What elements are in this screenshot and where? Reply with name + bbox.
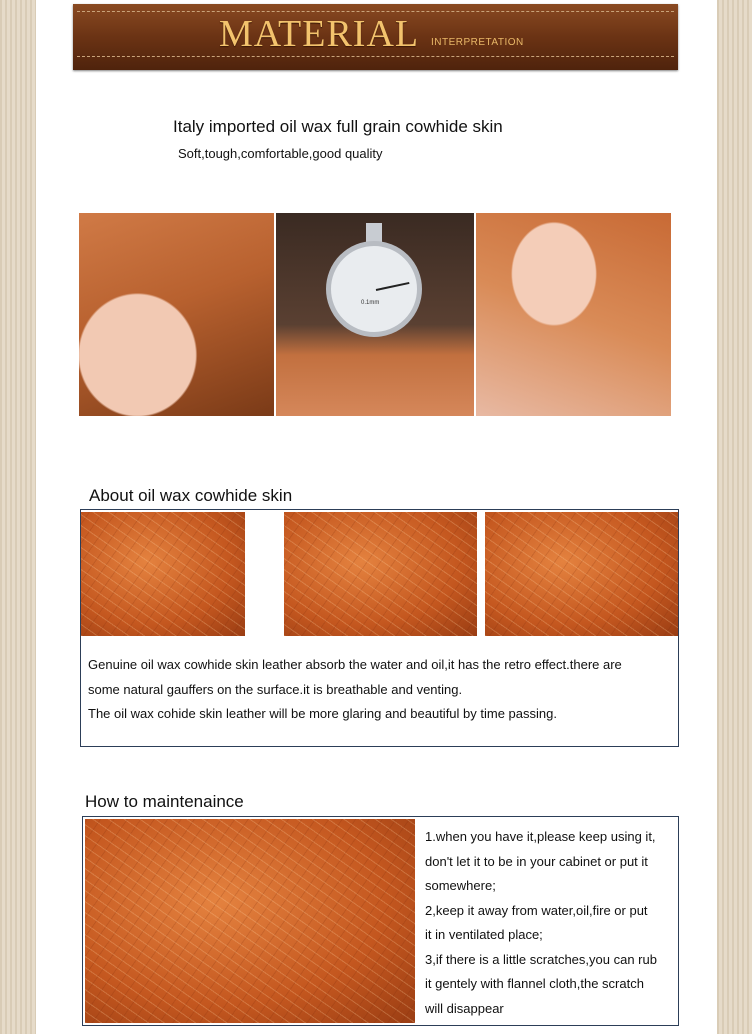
maintenance-tips (425, 825, 657, 1021)
maintenance-heading: How to maintenaince (85, 792, 244, 811)
about-description (88, 653, 622, 727)
stitch-line (77, 56, 674, 57)
photo-thickness-gauge (276, 213, 474, 416)
tip-line: it in ventilated place; (425, 927, 543, 942)
intro-subheading: Soft,tough,comfortable,good quality (178, 146, 383, 161)
maintenance-box (82, 816, 679, 1026)
material-banner (73, 4, 678, 70)
about-line: The oil wax cohide skin leather will be more glaring and beautiful by time passing. (88, 706, 557, 721)
gauge-needle (376, 282, 410, 291)
photo-leather-softness (476, 213, 671, 416)
about-heading: About oil wax cowhide skin (89, 486, 293, 505)
banner-title: MATERIAL (219, 13, 420, 55)
tip-line: somewhere; (425, 878, 496, 893)
gauge-dial-icon (326, 241, 422, 337)
background-texture-right (717, 0, 752, 1034)
tip-line: will disappear (425, 1000, 504, 1016)
about-line: Genuine oil wax cowhide skin leather absorb the water and oil,it has the retro effect.there are (88, 657, 622, 672)
leather-swatch (485, 512, 678, 636)
background-texture-left (0, 0, 36, 1034)
tip-line: it gentely with flannel cloth,the scratch (425, 976, 644, 991)
leather-swatch (81, 512, 245, 636)
gauge-reading: 0.1mm (361, 300, 380, 306)
leather-closeup (85, 819, 415, 1023)
banner-subtitle: INTERPRETATION (431, 37, 524, 48)
about-line: some natural gauffers on the surface.it is breathable and venting. (88, 681, 463, 697)
tip-line: don't let it to be in your cabinet or put it (425, 853, 648, 869)
photo-leather-thickness (79, 213, 274, 416)
about-box (80, 509, 679, 747)
tip-line: 1.when you have it,please keep using it, (425, 829, 656, 844)
tip-line: 3,if there is a little scratches,you can rub (425, 951, 657, 967)
tip-line: 2,keep it away from water,oil,fire or put (425, 902, 648, 918)
intro-heading: Italy imported oil wax full grain cowhide skin (173, 117, 503, 136)
leather-swatch (284, 512, 477, 636)
